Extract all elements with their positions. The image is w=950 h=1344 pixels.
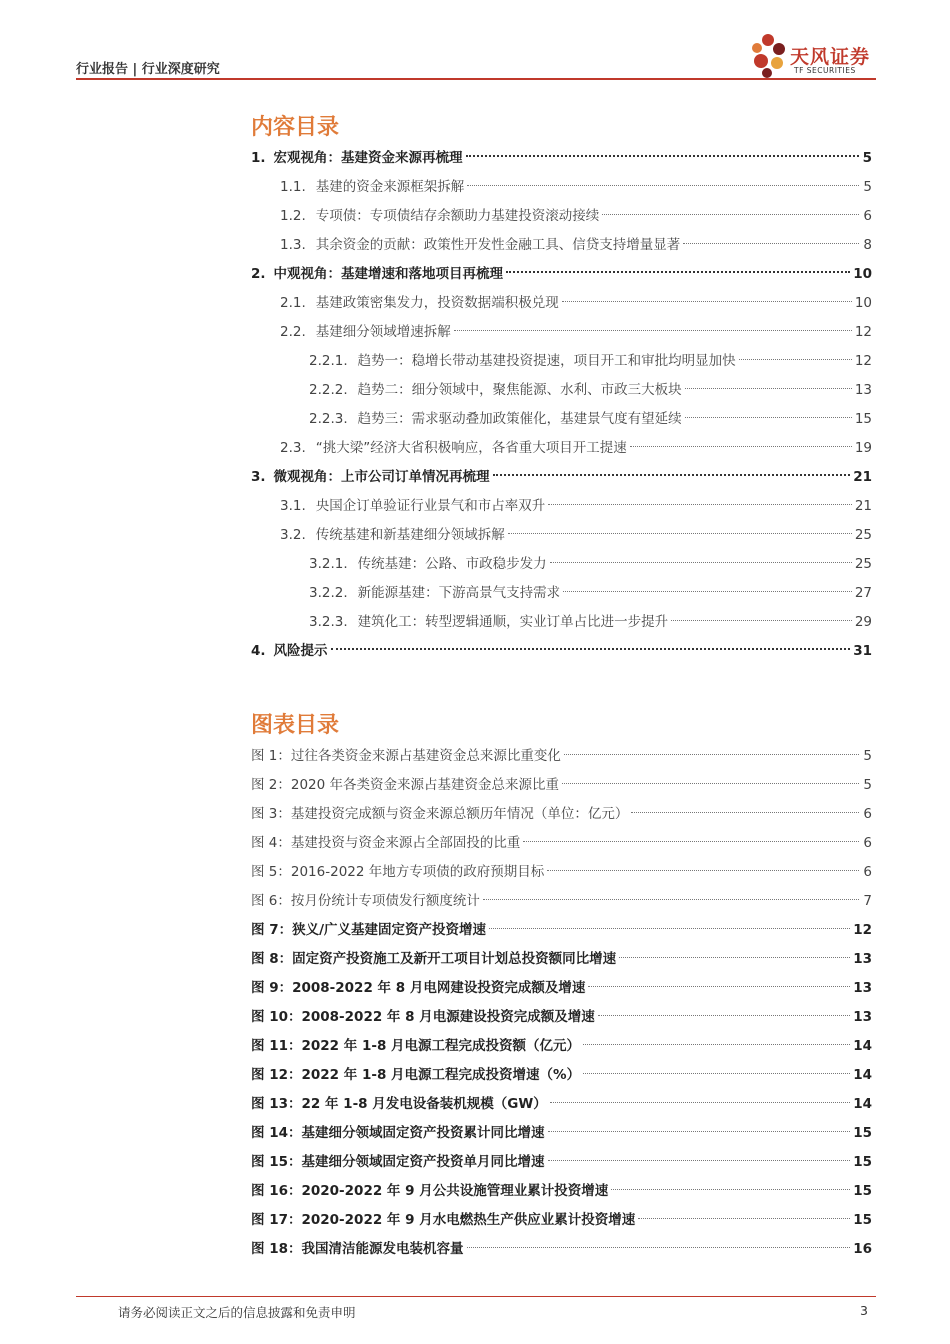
toc-entry-number: 4. [251,643,266,659]
dot-leader [611,1189,850,1190]
figure-entry[interactable] [251,1003,872,1032]
toc-heading: 内容目录 [251,115,340,140]
figure-entry-page: 14 [853,1067,872,1083]
figure-entry[interactable] [251,1235,872,1264]
toc-entry-number: 1. [251,150,266,166]
figure-entry[interactable] [251,829,872,858]
toc-entry-number: 1.3. [280,237,306,253]
toc-entry-title: 基建细分领域增速拆解 [315,324,451,340]
figure-entry[interactable] [251,1061,872,1090]
dot-leader [619,957,850,958]
toc-entry[interactable] [251,492,872,521]
dot-leader [562,301,852,302]
toc-entry-title: 宏观视角：基建资金来源再梳理 [273,150,463,166]
figure-entry-page: 6 [863,835,872,851]
figure-entry-title: 图 12：2022 年 1-8 月电源工程完成投资增速（%） [251,1067,581,1083]
toc-entry[interactable] [251,405,872,434]
dot-leader [598,1015,850,1016]
dot-leader [454,330,852,331]
toc-entry-page: 25 [854,527,872,543]
dot-leader [685,417,852,418]
figure-entry-page: 15 [853,1125,872,1141]
dot-leader [550,562,852,563]
figure-entry-page: 13 [853,951,872,967]
toc-entry-number: 2.2.2. [309,382,348,398]
toc-entry-page: 21 [853,469,872,485]
toc-entry[interactable] [251,550,872,579]
header-divider [76,78,876,80]
toc-entry-title: 其余资金的贡献：政策性开发性金融工具、信贷支持增量显著 [315,237,681,253]
figure-entry-title: 图 9：2008-2022 年 8 月电网建设投资完成额及增速 [251,980,586,996]
toc-entry-title: 微观视角：上市公司订单情况再梳理 [273,469,490,485]
dot-leader [588,986,850,987]
toc-entry-page: 25 [854,556,872,572]
dot-leader [547,870,859,871]
figure-entry-title: 图 18：我国清洁能源发电装机容量 [251,1241,464,1257]
toc-entry-title: 建筑化工：转型逻辑通顺，实业订单占比进一步提升 [357,614,669,630]
figure-entry-page: 12 [853,922,872,938]
toc-entry[interactable] [251,376,872,405]
toc-entry-title: 趋势三：需求驱动叠加政策催化，基建景气度有望延续 [357,411,682,427]
figure-entry-title: 图 5：2016-2022 年地方专项债的政府预期目标 [251,864,545,880]
toc-entry-page: 21 [854,498,872,514]
figure-entry-page: 6 [863,864,872,880]
toc-entry-title: 基建政策密集发力，投资数据端积极兑现 [315,295,559,311]
toc-entry-title: 专项债：专项债结存余额助力基建投资滚动接续 [315,208,600,224]
toc-entry-page: 6 [863,208,872,224]
toc-entry-number: 1.1. [280,179,306,195]
figure-list-heading: 图表目录 [251,713,340,738]
toc-entry-number: 2.2.3. [309,411,348,427]
figure-entry-page: 6 [863,806,872,822]
figure-entry[interactable] [251,1119,872,1148]
dot-leader [583,1073,850,1074]
toc-entry-page: 31 [853,643,872,659]
toc-entry-title: 风险提示 [273,643,328,659]
toc-entry-page: 29 [854,614,872,630]
toc-entry[interactable] [251,231,872,260]
figure-entry[interactable] [251,1032,872,1061]
dot-leader [508,533,852,534]
figure-entry-title: 图 11：2022 年 1-8 月电源工程完成投资额（亿元） [251,1038,581,1054]
dot-leader [563,591,852,592]
figure-entry[interactable] [251,1177,872,1206]
figure-entry-title: 图 8：固定资产投资施工及新开工项目计划总投资额同比增速 [251,951,617,967]
toc-entry[interactable] [251,318,872,347]
dot-leader [630,446,852,447]
toc-entry[interactable] [251,463,872,492]
dot-leader [489,928,850,929]
logo-name: 天风证券 [790,46,871,68]
toc-entry-page: 12 [854,353,872,369]
dot-leader [466,155,859,157]
dot-leader [685,388,852,389]
dot-leader [548,1131,851,1132]
dot-leader [562,783,859,784]
toc-entry-number: 2.1. [280,295,306,311]
toc-entry-title: 趋势一：稳增长带动基建投资提速，项目开工和审批均明显加快 [357,353,736,369]
dot-leader [506,271,850,273]
flower-logo-icon [748,30,790,80]
footer-disclaimer: 请务必阅读正文之后的信息披露和免责申明 [118,1305,356,1320]
brand-logo [748,30,878,80]
toc-entry-page: 5 [863,179,872,195]
figure-entry-page: 13 [853,980,872,996]
dot-leader [467,185,859,186]
figure-entry[interactable] [251,974,872,1003]
figure-entry-page: 14 [853,1038,872,1054]
figure-entry[interactable] [251,887,872,916]
dot-leader [564,754,859,755]
figure-entry[interactable] [251,742,872,771]
figure-entry-page: 16 [853,1241,872,1257]
toc-entry-page: 8 [863,237,872,253]
figure-entry-page: 15 [853,1154,872,1170]
toc-entry-page: 15 [854,411,872,427]
figure-entry-page: 15 [853,1183,872,1199]
dot-leader [548,504,852,505]
dot-leader [331,648,851,650]
figure-entry-title: 图 13：22 年 1-8 月发电设备装机规模（GW） [251,1096,547,1112]
dot-leader [467,1247,851,1248]
toc-entry-number: 3.1. [280,498,306,514]
toc-entry[interactable] [251,637,872,666]
toc-entry-number: 2.2.1. [309,353,348,369]
figure-entry-title: 图 2：2020 年各类资金来源占基建资金总来源比重 [251,777,560,793]
dot-leader [602,214,859,215]
dot-leader [671,620,852,621]
dot-leader [523,841,859,842]
figure-entry-page: 7 [863,893,872,909]
toc-entry-title: “挑大梁”经济大省积极响应，各省重大项目开工提速 [315,440,627,456]
toc-entry-number: 2. [251,266,266,282]
dot-leader [548,1160,851,1161]
figure-entry-title: 图 1：过往各类资金来源占基建资金总来源比重变化 [251,748,561,764]
dot-leader [638,1218,850,1219]
figure-entry-title: 图 4：基建投资与资金来源占全部固投的比重 [251,835,521,851]
toc-list [251,144,872,666]
figure-entry-page: 15 [853,1212,872,1228]
figure-list [251,742,872,1264]
toc-entry-title: 中观视角：基建增速和落地项目再梳理 [273,266,504,282]
header-title: 行业报告 | 行业深度研究 [76,62,220,77]
figure-entry-title: 图 17：2020-2022 年 9 月水电燃热生产供应业累计投资增速 [251,1212,636,1228]
toc-entry-title: 新能源基建：下游高景气支持需求 [357,585,561,601]
toc-entry-number: 3.2.3. [309,614,348,630]
toc-entry-title: 基建的资金来源框架拆解 [315,179,465,195]
figure-entry-page: 5 [863,777,872,793]
dot-leader [631,812,859,813]
figure-entry[interactable] [251,1206,872,1235]
figure-entry-page: 5 [863,748,872,764]
toc-entry-number: 2.2. [280,324,306,340]
figure-entry[interactable] [251,858,872,887]
toc-entry[interactable] [251,144,872,173]
figure-entry[interactable] [251,945,872,974]
dot-leader [583,1044,850,1045]
logo-subtitle: TF SECURITIES [794,66,856,75]
toc-entry-page: 10 [854,295,872,311]
figure-entry-title: 图 7：狭义/广义基建固定资产投资增速 [251,922,487,938]
toc-entry[interactable] [251,579,872,608]
toc-entry-title: 央国企订单验证行业景气和市占率双升 [315,498,546,514]
toc-entry[interactable] [251,347,872,376]
dot-leader [683,243,859,244]
toc-entry[interactable] [251,521,872,550]
figure-entry-page: 13 [853,1009,872,1025]
figure-entry-title: 图 14：基建细分领域固定资产投资累计同比增速 [251,1125,545,1141]
toc-entry-title: 趋势二：细分领域中，聚焦能源、水利、市政三大板块 [357,382,682,398]
figure-entry-title: 图 6：按月份统计专项债发行额度统计 [251,893,480,909]
figure-entry-title: 图 16：2020-2022 年 9 月公共设施管理业累计投资增速 [251,1183,609,1199]
toc-entry-number: 1.2. [280,208,306,224]
toc-entry-page: 10 [853,266,872,282]
figure-entry-page: 14 [853,1096,872,1112]
figure-entry[interactable] [251,1148,872,1177]
toc-entry-page: 13 [854,382,872,398]
figure-entry[interactable] [251,916,872,945]
toc-entry-number: 3.2.1. [309,556,348,572]
toc-entry[interactable] [251,608,872,637]
toc-entry-page: 12 [854,324,872,340]
page-number: 3 [860,1303,868,1318]
toc-entry-number: 3.2. [280,527,306,543]
toc-entry[interactable] [251,202,872,231]
toc-entry-page: 19 [854,440,872,456]
toc-entry-title: 传统基建和新基建细分领域拆解 [315,527,505,543]
dot-leader [483,899,859,900]
toc-entry-number: 3. [251,469,266,485]
toc-entry[interactable] [251,434,872,463]
figure-entry[interactable] [251,800,872,829]
figure-entry[interactable] [251,1090,872,1119]
toc-entry[interactable] [251,260,872,289]
figure-entry-title: 图 15：基建细分领域固定资产投资单月同比增速 [251,1154,545,1170]
toc-entry-title: 传统基建：公路、市政稳步发力 [357,556,547,572]
toc-entry[interactable] [251,289,872,318]
toc-entry-page: 5 [862,150,872,166]
figure-entry-title: 图 10：2008-2022 年 8 月电源建设投资完成额及增速 [251,1009,595,1025]
figure-entry[interactable] [251,771,872,800]
dot-leader [493,474,851,476]
figure-entry-title: 图 3：基建投资完成额与资金来源总额历年情况（单位：亿元） [251,806,629,822]
toc-entry-number: 2.3. [280,440,306,456]
dot-leader [550,1102,850,1103]
toc-entry[interactable] [251,173,872,202]
toc-entry-page: 27 [854,585,872,601]
footer-divider [76,1296,876,1297]
dot-leader [739,359,852,360]
toc-entry-number: 3.2.2. [309,585,348,601]
